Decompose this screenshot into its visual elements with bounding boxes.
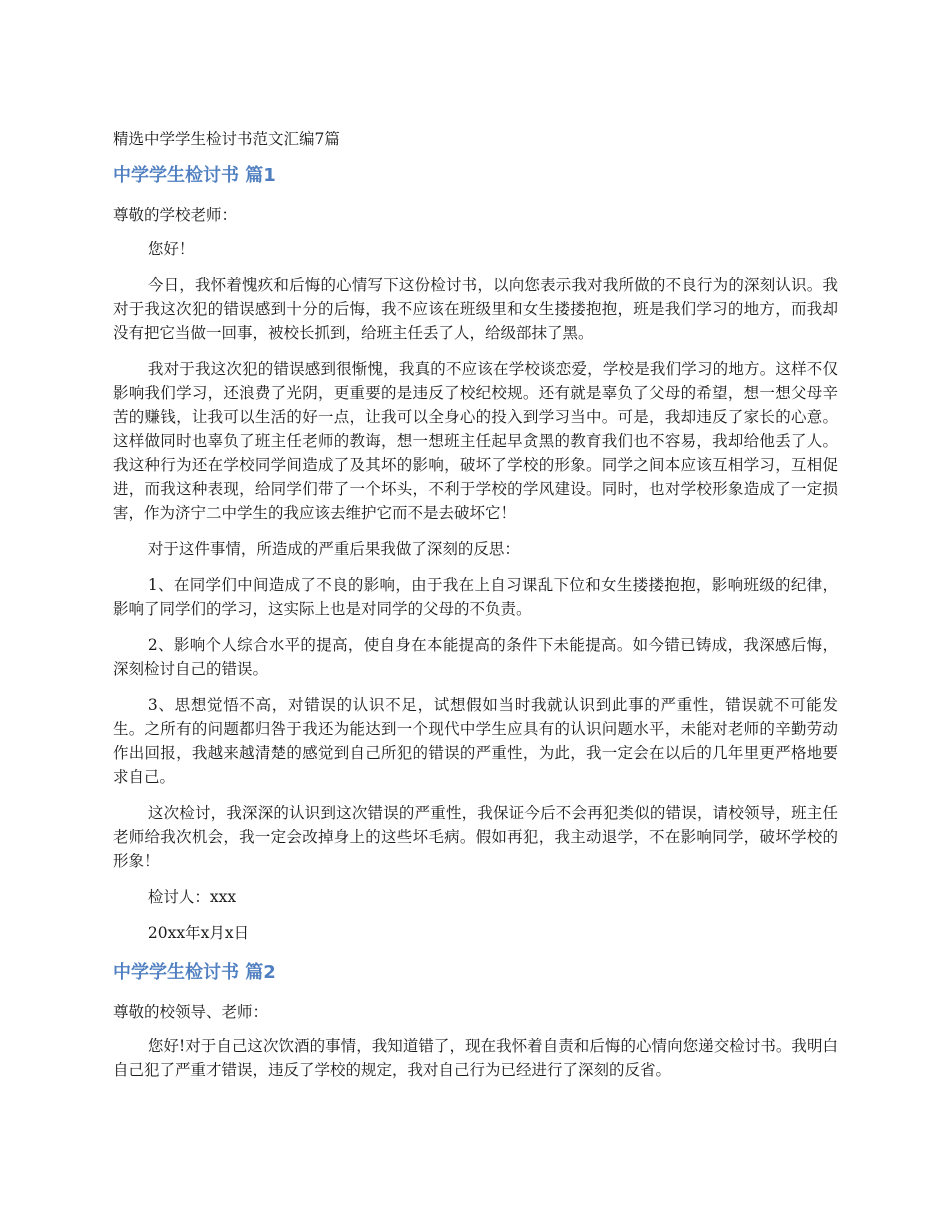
paragraph: 对于这件事情，所造成的严重后果我做了深刻的反思： [147,540,520,558]
document-page [113,112,838,1082]
salutation-2: 尊敬的校领导、老师： [113,1003,269,1021]
paragraph: 我对于我这次犯的错误感到很惭愧，我真的不应该在学校谈恋爱，学校是我们学习的地方。这样不仅影响我们学习，还浪费了光阴，更重要的是违反了校纪校规。还有就是辜负了父母的希望，想一想父母辛苦的赚钱，让我可以生活的好一点，让我可以全身心的投入到学习当中。可是，我却违反了家长的心意。这样做同时也辜负了班主任老师的教诲，想一想班主任起早贪黑的教育我们也不容易，我却给他丢了人。我这种行为还在学校同学间造成了及其坏的影响，破坏了学校的形象。同学之间本应该互相学习，互相促进，而我这种表现，给同学们带了一个坏头，不利于学校的学风建设。同时，也对学校形象造成了一定损害，作为济宁二中学生的我应该去维护它而不是去破坏它！ [113,360,838,522]
date-line: 20xx年x月x日 [147,924,250,942]
document-title: 精选中学学生检讨书范文汇编7篇 [113,130,340,148]
signer-line: 检讨人：xxx [147,888,237,906]
section-heading-1: 中学学生检讨书 篇1 [113,165,276,186]
paragraph-greeting: 您好！ [147,240,195,258]
paragraph: 您好!对于自己这次饮酒的事情，我知道错了，现在我怀着自责和后悔的心情向您递交检讨书。我明白自己犯了严重才错误，违反了学校的规定，我对自己行为已经进行了深刻的反省。 [113,1037,838,1079]
paragraph-point-2: 2、影响个人综合水平的提高，使自身在本能提高的条件下未能提高。如今错已铸成，我深感后悔，深刻检讨自己的错误。 [113,636,838,678]
salutation-1: 尊敬的学校老师： [113,206,238,224]
section-heading-2: 中学学生检讨书 篇2 [113,962,276,983]
paragraph-point-3: 3、思想觉悟不高，对错误的认识不足，试想假如当时我就认识到此事的严重性，错误就不可能发生。之所有的问题都归咎于我还为能达到一个现代中学生应具有的认识问题水平，未能对老师的辛勤劳动作出回报，我越来越清楚的感觉到自己所犯的错误的严重性，为此，我一定会在以后的几年里更严格地要求自己。 [113,696,838,786]
paragraph-point-1: 1、在同学们中间造成了不良的影响，由于我在上自习课乱下位和女生搂搂抱抱，影响班级的纪律，影响了同学们的学习，这实际上也是对同学的父母的不负责。 [113,576,838,618]
paragraph: 今日，我怀着愧疚和后悔的心情写下这份检讨书，以向您表示我对我所做的不良行为的深刻认识。我对于我这次犯的错误感到十分的后悔，我不应该在班级里和女生搂搂抱抱，班是我们学习的地方，而我却没有把它当做一回事，被校长抓到，给班主任丢了人，给级部抹了黑。 [113,276,838,342]
paragraph: 这次检讨，我深深的认识到这次错误的严重性，我保证今后不会再犯类似的错误，请校领导，班主任老师给我次机会，我一定会改掉身上的这些坏毛病。假如再犯，我主动退学，不在影响同学，破坏学校的形象！ [113,804,838,870]
